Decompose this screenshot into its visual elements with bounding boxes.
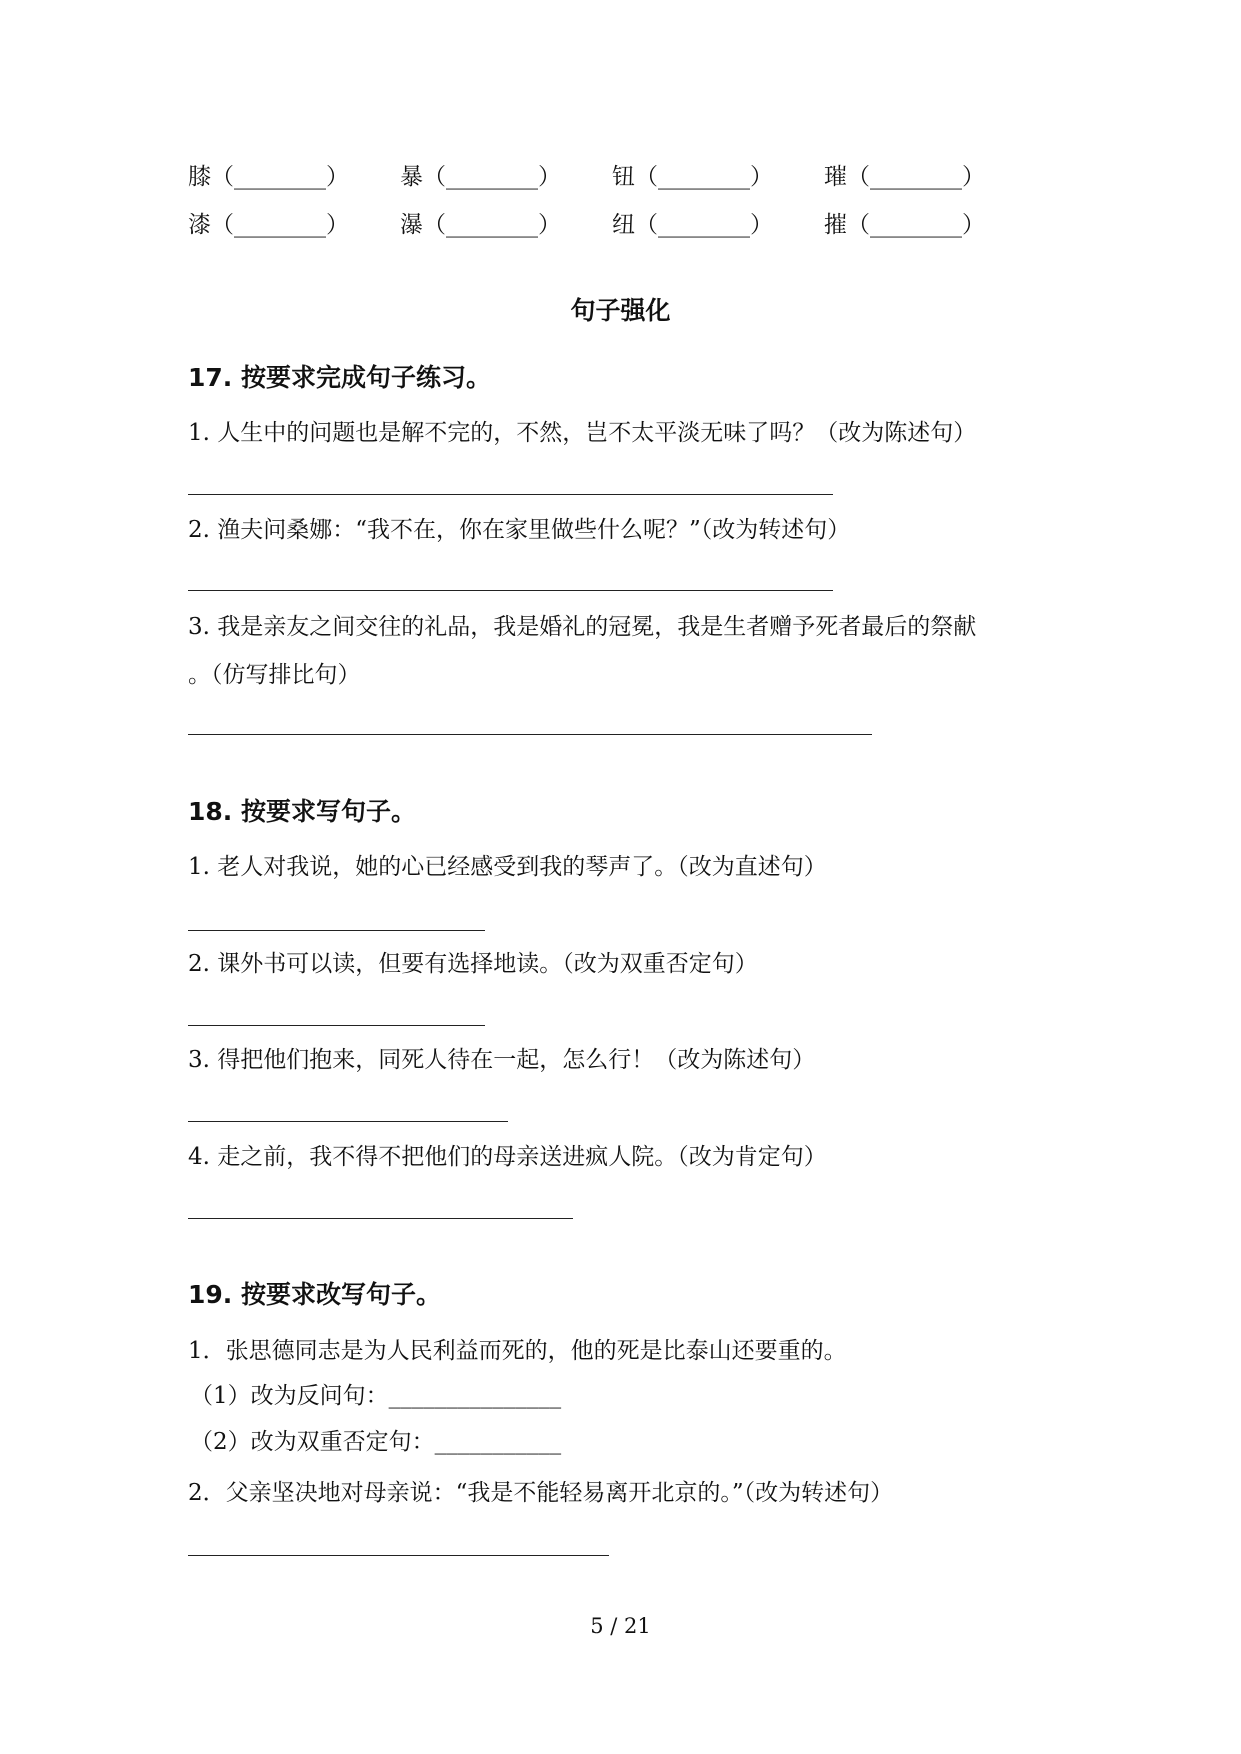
- q19-item-1-1: （1）改为反问句：_______________: [190, 1383, 562, 1409]
- section-title: 句子强化: [570, 296, 671, 325]
- q19-heading: 19. 按要求改写句子。: [188, 1280, 441, 1309]
- answer-line[interactable]: [188, 1025, 485, 1026]
- char-cell: 膝（________）: [188, 164, 349, 190]
- char-cell: 纽（________）: [612, 212, 773, 238]
- answer-line[interactable]: [188, 1121, 508, 1122]
- q17-item-1: 1. 人生中的问题也是解不完的，不然，岂不太平淡无味了吗？（改为陈述句）: [188, 420, 977, 446]
- q19-item-1-2: （2）改为双重否定句：___________: [190, 1429, 562, 1455]
- page-number: 5 / 21: [590, 1614, 651, 1638]
- q18-item-2: 2. 课外书可以读，但要有选择地读。（改为双重否定句）: [188, 951, 758, 977]
- q17-item-2: 2. 渔夫问桑娜：“我不在，你在家里做些什么呢？”（改为转述句）: [188, 517, 851, 543]
- q18-heading: 18. 按要求写句子。: [188, 797, 416, 826]
- q18-item-4: 4. 走之前，我不得不把他们的母亲送进疯人院。（改为肯定句）: [188, 1144, 827, 1170]
- char-cell: 漆（________）: [188, 212, 349, 238]
- q19-item-2: 2．父亲坚决地对母亲说：“我是不能轻易离开北京的。”（改为转述句）: [188, 1480, 894, 1506]
- answer-line[interactable]: [188, 930, 485, 931]
- answer-line[interactable]: [188, 494, 833, 495]
- answer-line[interactable]: [188, 1555, 609, 1556]
- q17-item-3-cont: 。（仿写排比句）: [188, 662, 361, 688]
- q19-item-1: 1．张思德同志是为人民利益而死的，他的死是比泰山还要重的。: [188, 1338, 847, 1364]
- char-cell: 钮（________）: [612, 164, 773, 190]
- char-cell: 璀（________）: [824, 164, 985, 190]
- q17-heading: 17. 按要求完成句子练习。: [188, 363, 491, 392]
- q18-item-1: 1. 老人对我说，她的心已经感受到我的琴声了。（改为直述句）: [188, 854, 827, 880]
- q18-item-3: 3. 得把他们抱来，同死人待在一起，怎么行！（改为陈述句）: [188, 1047, 816, 1073]
- answer-line[interactable]: [188, 590, 833, 591]
- q17-item-3: 3. 我是亲友之间交往的礼品，我是婚礼的冠冕，我是生者赠予死者最后的祭献: [188, 614, 977, 640]
- answer-line[interactable]: [188, 1218, 573, 1219]
- char-cell: 摧（________）: [824, 212, 985, 238]
- char-cell: 瀑（________）: [400, 212, 561, 238]
- answer-line[interactable]: [188, 734, 872, 735]
- char-cell: 暴（________）: [400, 164, 561, 190]
